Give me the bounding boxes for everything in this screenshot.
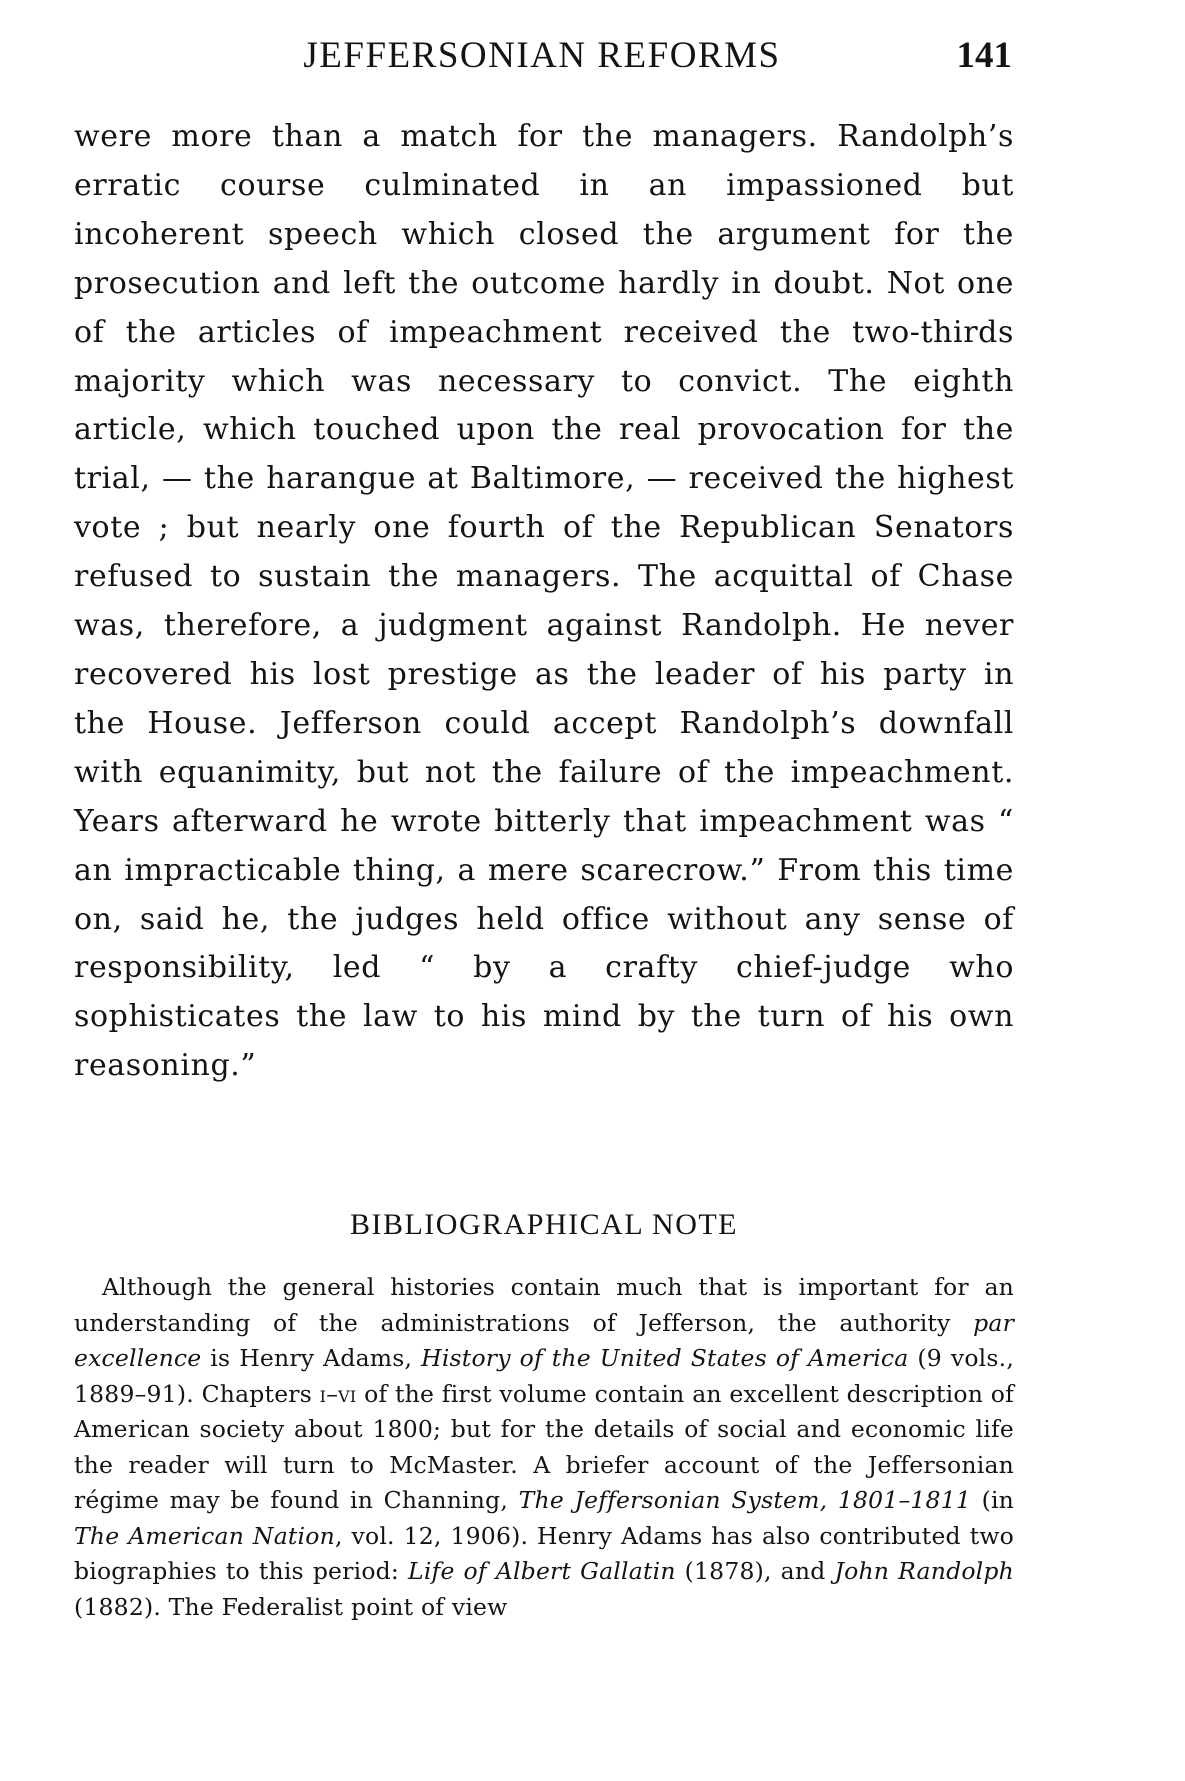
running-head <box>72 28 1012 84</box>
note-segment-italic: The Jeffersonian System, 1801–1811 <box>518 1486 972 1514</box>
running-title: JEFFERSONIAN REFORMS <box>303 35 781 76</box>
bibliographical-note-heading: BIBLIOGRAPHICAL NOTE <box>349 1208 739 1241</box>
note-segment-italic: The American Nation <box>74 1521 335 1550</box>
note-segment: (in <box>971 1486 1015 1514</box>
note-segment: , vol. 12, 1906). Henry Adams has also contributed two biographies to this period: <box>74 1521 1014 1585</box>
note-segment: of the first volume contain an excellent description of American society about 1800; but for the details of social and economic life the reader will turn to McMaster. A briefer account of the Jeffersonian régime may be found in Channing, <box>74 1379 1014 1514</box>
note-segment: (9 vols., 1889–91). Chapters <box>74 1344 1014 1408</box>
note-segment: Although the general histories contain much that is important for an understanding of the administrations of Jefferson, the authority <box>74 1273 1014 1337</box>
note-segment-italic: Life of Albert Gallatin <box>408 1557 676 1585</box>
note-segment-smallcaps: i–vi <box>319 1379 357 1408</box>
note-segment-italic: History of the United States of America <box>421 1344 909 1372</box>
page-number: 141 <box>956 35 1012 76</box>
note-segment: (1878), and <box>675 1557 835 1585</box>
note-segment-italic: par excellence <box>74 1308 1014 1372</box>
body-paragraph: were more than a match for the managers. Randolph’s erratic course culminated in an impassioned but incoherent speech which closed the argument for the prosecution and left the outcome hardly in doubt. Not one of the articles of impeachment received the two-thirds majority which was necessary to convict. The eighth article, which touched upon the real provocation for the trial, — the harangue at Baltimore, — received the highest vote ; but nearly one fourth of the Republican Senators refused to sustain the managers. The acquittal of Chase was, therefore, a judgment against Randolph. He never recovered his lost prestige as the leader of his party in the House. Jefferson could accept Randolph’s downfall with equanimity, but not the failure of the impeachment. Years afterward he wrote bitterly that impeachment was “ an impracticable thing, a mere scarecrow.” From this time on, said he, the judges held office without any sense of responsibility, led “ by a crafty chief-judge who sophisticates the law to his mind by the turn of his own reasoning.” <box>74 119 1014 1084</box>
bibliographical-note-paragraph <box>74 1270 1014 1625</box>
note-segment: (1882). The Federalist point of view <box>74 1592 508 1621</box>
note-segment-italic: John Randolph <box>834 1557 1014 1585</box>
note-segment: is Henry Adams, <box>201 1344 422 1372</box>
